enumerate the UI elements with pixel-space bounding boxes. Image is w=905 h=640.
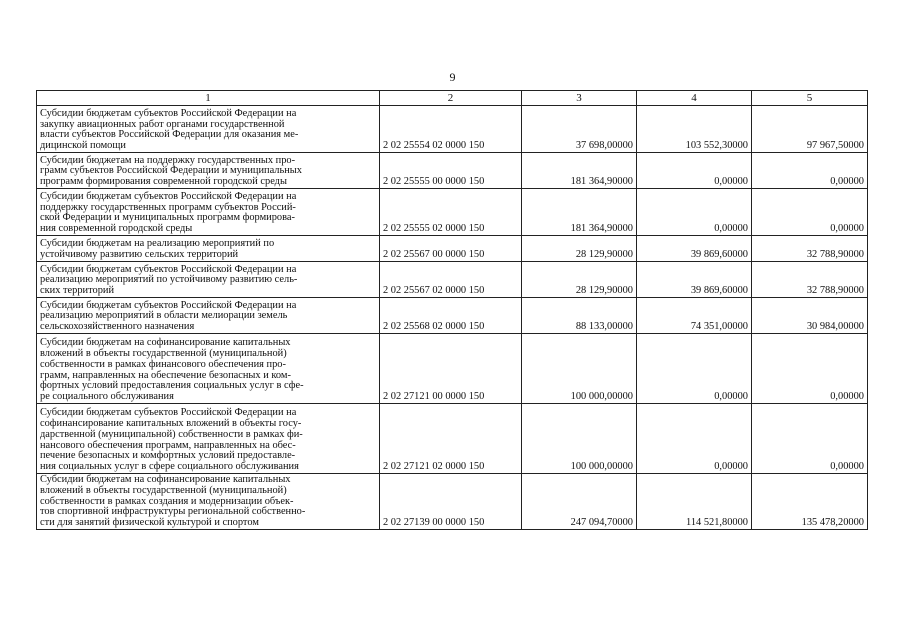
amount-col3-cell: 247 094,70000 — [522, 474, 637, 530]
budget-code-cell: 2 02 25567 02 0000 150 — [380, 262, 522, 298]
description-line: Субсидии бюджетам на софинансирование капитальных — [40, 337, 291, 349]
description-line: вложений в объекты государственной (муниципальной) — [40, 348, 287, 360]
description-line: сти для занятий физической культурой и спортом — [40, 517, 259, 529]
description-line: Субсидии бюджетам на реализацию мероприятий по — [40, 238, 275, 250]
table-header-row — [37, 91, 868, 106]
table-row — [37, 189, 868, 236]
row-description — [37, 153, 380, 189]
table-row — [37, 404, 868, 474]
description-line: нансового обеспечения программ, направленных на обес- — [40, 439, 296, 451]
amount-col4-cell: 0,00000 — [637, 153, 752, 189]
description-line: Субсидии бюджетам субъектов Российской Федерации на — [40, 299, 297, 311]
amount-col4-cell: 0,00000 — [637, 189, 752, 236]
description-line: поддержку государственных программ субъектов Россий- — [40, 201, 296, 213]
amount-col3-cell: 100 000,00000 — [522, 334, 637, 404]
description-line: печение безопасных и комфортных условий предоставле- — [40, 450, 296, 462]
amount-col5-cell: 30 984,00000 — [752, 298, 868, 334]
row-description — [37, 236, 380, 262]
row-description — [37, 474, 380, 530]
description-line: собственности в рамках создания и модернизации объек- — [40, 495, 294, 507]
column-header: 5 — [752, 91, 868, 106]
budget-code-cell: 2 02 25567 00 0000 150 — [380, 236, 522, 262]
description-line: дицинской помощи — [40, 140, 126, 152]
description-line: Субсидии бюджетам субъектов Российской Федерации на — [40, 263, 297, 275]
description-line: дарственной (муниципальной) собственности в рамках фи- — [40, 428, 303, 440]
amount-col3-cell: 181 364,90000 — [522, 153, 637, 189]
row-description — [37, 262, 380, 298]
table-row — [37, 106, 868, 153]
column-header: 3 — [522, 91, 637, 106]
budget-code-cell: 2 02 25554 02 0000 150 — [380, 106, 522, 153]
amount-col5-cell: 97 967,50000 — [752, 106, 868, 153]
description-line: тов спортивной инфраструктуры региональной собственно- — [40, 506, 306, 518]
description-line: Субсидии бюджетам субъектов Российской Федерации на — [40, 407, 297, 419]
budget-code-cell: 2 02 25568 02 0000 150 — [380, 298, 522, 334]
description-line: ния социальных услуг в сфере социального обслуживания — [40, 461, 299, 473]
table-row — [37, 262, 868, 298]
description-line: ской Федерации и муниципальных программ формирова- — [40, 212, 295, 224]
description-line: собственности в рамках финансового обеспечения про- — [40, 358, 286, 370]
row-description — [37, 298, 380, 334]
column-header: 2 — [380, 91, 522, 106]
description-line: Субсидии бюджетам субъектов Российской Федерации на — [40, 107, 297, 119]
table-row — [37, 474, 868, 530]
description-line: фортных условий предоставления социальных услуг в сфе- — [40, 380, 304, 392]
description-line: ния современной городской среды — [40, 223, 193, 235]
amount-col3-cell: 28 129,90000 — [522, 236, 637, 262]
amount-col4-cell: 103 552,30000 — [637, 106, 752, 153]
amount-col5-cell: 0,00000 — [752, 334, 868, 404]
amount-col3-cell: 37 698,00000 — [522, 106, 637, 153]
budget-table — [36, 90, 868, 530]
amount-col4-cell: 39 869,60000 — [637, 236, 752, 262]
description-line: устойчивому развитию сельских территорий — [40, 249, 239, 261]
amount-col4-cell: 0,00000 — [637, 404, 752, 474]
amount-col5-cell: 32 788,90000 — [752, 262, 868, 298]
description-line: вложений в объекты государственной (муниципальной) — [40, 484, 287, 496]
table-row — [37, 334, 868, 404]
amount-col5-cell: 135 478,20000 — [752, 474, 868, 530]
amount-col4-cell: 74 351,00000 — [637, 298, 752, 334]
budget-code-cell: 2 02 27121 02 0000 150 — [380, 404, 522, 474]
amount-col5-cell: 0,00000 — [752, 404, 868, 474]
row-description — [37, 189, 380, 236]
description-line: Субсидии бюджетам на поддержку государственных про- — [40, 154, 296, 166]
description-line: программ формирования современной городской среды — [40, 176, 287, 188]
amount-col4-cell: 114 521,80000 — [637, 474, 752, 530]
description-line: ре социального обслуживания — [40, 391, 174, 403]
amount-col4-cell: 0,00000 — [637, 334, 752, 404]
description-line: грамм, направленных на обеспечение безопасных и ком- — [40, 369, 291, 381]
description-line: Субсидии бюджетам на софинансирование капитальных — [40, 474, 291, 486]
description-line: софинансирование капитальных вложений в объекты госу- — [40, 418, 302, 430]
description-line: ских территорий — [40, 285, 115, 297]
budget-code-cell: 2 02 25555 02 0000 150 — [380, 189, 522, 236]
description-line: Субсидии бюджетам субъектов Российской Федерации на — [40, 190, 297, 202]
table-row — [37, 153, 868, 189]
description-line: реализацию мероприятий в области мелиорации земель — [40, 310, 288, 322]
description-line: сельскохозяйственного назначения — [40, 321, 195, 333]
budget-code-cell: 2 02 27121 00 0000 150 — [380, 334, 522, 404]
amount-col5-cell: 32 788,90000 — [752, 236, 868, 262]
budget-code-cell: 2 02 27139 00 0000 150 — [380, 474, 522, 530]
table-row — [37, 298, 868, 334]
column-header: 4 — [637, 91, 752, 106]
column-header: 1 — [37, 91, 380, 106]
row-description — [37, 334, 380, 404]
amount-col3-cell: 100 000,00000 — [522, 404, 637, 474]
row-description — [37, 106, 380, 153]
row-description — [37, 404, 380, 474]
amount-col5-cell: 0,00000 — [752, 189, 868, 236]
amount-col3-cell: 181 364,90000 — [522, 189, 637, 236]
amount-col3-cell: 88 133,00000 — [522, 298, 637, 334]
amount-col3-cell: 28 129,90000 — [522, 262, 637, 298]
description-line: закупку авиационных работ органами государственной — [40, 118, 285, 130]
amount-col4-cell: 39 869,60000 — [637, 262, 752, 298]
page-number: 9 — [449, 70, 456, 84]
budget-code-cell: 2 02 25555 00 0000 150 — [380, 153, 522, 189]
amount-col5-cell: 0,00000 — [752, 153, 868, 189]
table-row — [37, 236, 868, 262]
description-line: власти субъектов Российской Федерации для оказания ме- — [40, 129, 299, 141]
description-line: реализацию мероприятий по устойчивому развитию сель- — [40, 274, 298, 286]
description-line: грамм субъектов Российской Федерации и муниципальных — [40, 165, 302, 177]
